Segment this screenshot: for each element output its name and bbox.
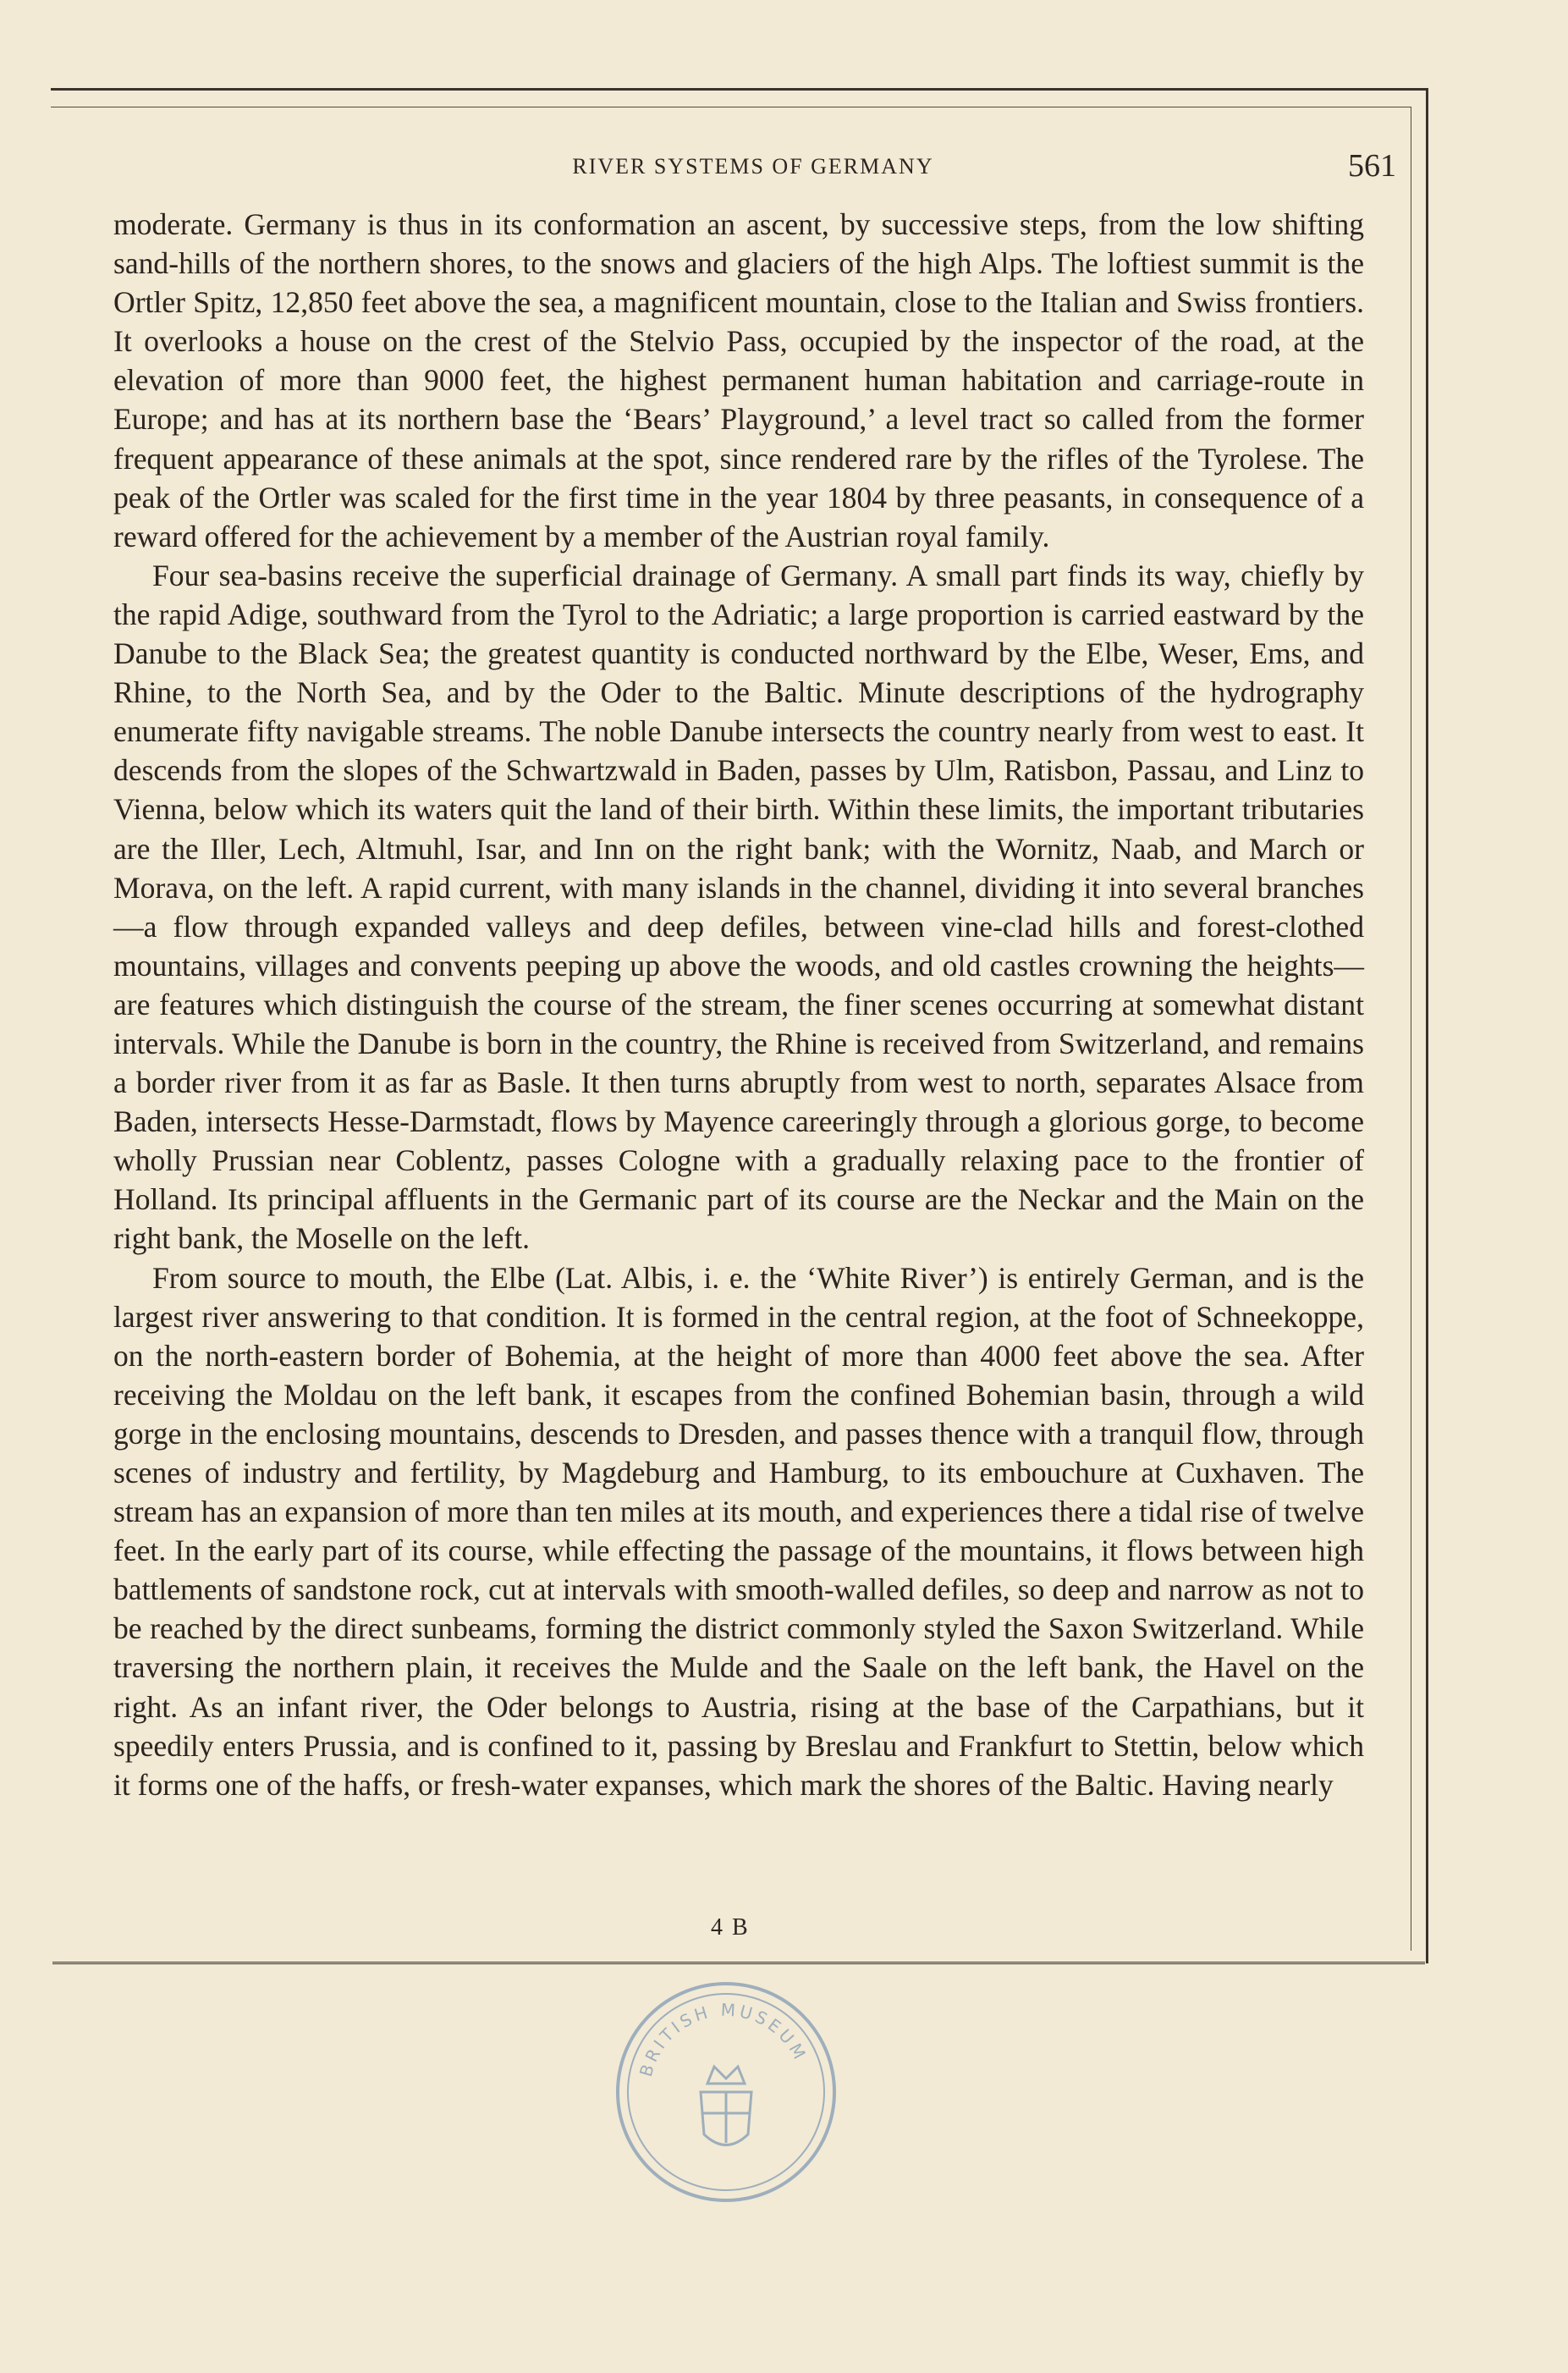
body-text: [113, 205, 1364, 1804]
paragraph-elbe: From source to mouth, the Elbe (Lat. Albis, i. e. the ‘White River’) is entirely German, and is the largest river answering to that condition. It is formed in the central region, at the foot of Schneekoppe, on the north-eastern border of Bohemia, at the height of more than 4000 feet above the sea. After receiving the Moldau on the left bank, it escapes from the confined Bohemian basin, through a wild gorge in the enclosing mountains, descends to Dresden, and passes thence with a tranquil flow, through scenes of industry and fertility, by Magdeburg and Hamburg, to its embouchure at Cuxhaven. The stream has an expansion of more than ten miles at its mouth, and experiences there a tidal rise of twelve feet. In the early part of its course, while effecting the passage of the mountains, it flows between high battlements of sandstone rock, cut at intervals with smooth-walled defiles, so deep and narrow as not to be reached by the direct sunbeams, forming the district commonly styled the Saxon Switzerland. While traversing the northern plain, it receives the Mulde and the Saale on the left bank, the Havel on the right. As an infant river, the Oder belongs to Austria, rising at the base of the Carpathians, but it speedily enters Prussia, and is confined to it, passing by Breslau and Frankfurt to Stettin, below which it forms one of the haffs, or fresh-water expanses, which mark the shores of the Baltic. Having nearly: [113, 1260, 1364, 1802]
museum-stamp-icon: [599, 1965, 853, 2219]
stamp-inscription: BRITISH MUSEUM: [635, 1999, 812, 2079]
signature-mark: 4 B: [711, 1914, 750, 1941]
crest-icon: [701, 2067, 751, 2145]
running-head: [110, 148, 1396, 184]
running-title: RIVER SYSTEMS OF GERMANY: [572, 154, 934, 179]
paragraph-sea-basins: Four sea-basins receive the superficial drainage of Germany. A small part finds its way, chiefly by the rapid Adige, southward from the Tyrol to the Adriatic; a large proportion is carried eastward by the Danube to the Black Sea; the greatest quantity is conducted northward by the Elbe, Weser, Ems, and Rhine, to the North Sea, and by the Oder to the Baltic. Minute descriptions of the hydrography enumerate fifty navigable streams. The noble Danube intersects the country nearly from west to east. It descends from the slopes of the Schwartzwald in Baden, passes by Ulm, Ratisbon, Passau, and Linz to Vienna, below which its waters quit the land of their birth. Within these limits, the important tributaries are the Iller, Lech, Altmuhl, Isar, and Inn on the right bank; with the Wornitz, Naab, and March or Morava, on the left. A rapid current, with many islands in the channel, dividing it into several branches—a flow through expanded valleys and deep defiles, between vine-clad hills and forest-clothed mountains, villages and convents peeping up above the woods, and old castles crowning the heights—are features which distinguish the course of the stream, the finer scenes occurring at somewhat distant intervals. While the Danube is born in the country, the Rhine is received from Switzerland, and remains a border river from it as far as Basle. It then turns abruptly from west to north, separates Alsace from Baden, intersects Hesse-Darmstadt, flows by Mayence careeringly through a glorious gorge, to become wholly Prussian near Coblentz, passes Cologne with a gradually relaxing pace to the frontier of Holland. Its principal affluents in the Germanic part of its course are the Neckar and the Main on the right bank, the Moselle on the left.: [113, 558, 1364, 1256]
page-frame-bottom-rule: [52, 1962, 1425, 1964]
page-number: 561: [1348, 148, 1396, 184]
paragraph-ortler: moderate. Germany is thus in its conformation an ascent, by successive steps, from the low shifting sand-hills of the northern shores, to the snows and glaciers of the high Alps. The loftiest summit is the Ortler Spitz, 12,850 feet above the sea, a magnificent mountain, close to the Italian and Swiss frontiers. It overlooks a house on the crest of the Stelvio Pass, occupied by the inspector of the road, at the elevation of more than 9000 feet, the highest permanent human habitation and carriage-route in Europe; and has at its northern base the ‘Bears’ Playground,’ a level tract so called from the former frequent appearance of these animals at the spot, since rendered rare by the rifles of the Tyrolese. The peak of the Ortler was scaled for the first time in the year 1804 by three peasants, in consequence of a reward offered for the achievement by a member of the Austrian royal family.: [113, 207, 1364, 553]
